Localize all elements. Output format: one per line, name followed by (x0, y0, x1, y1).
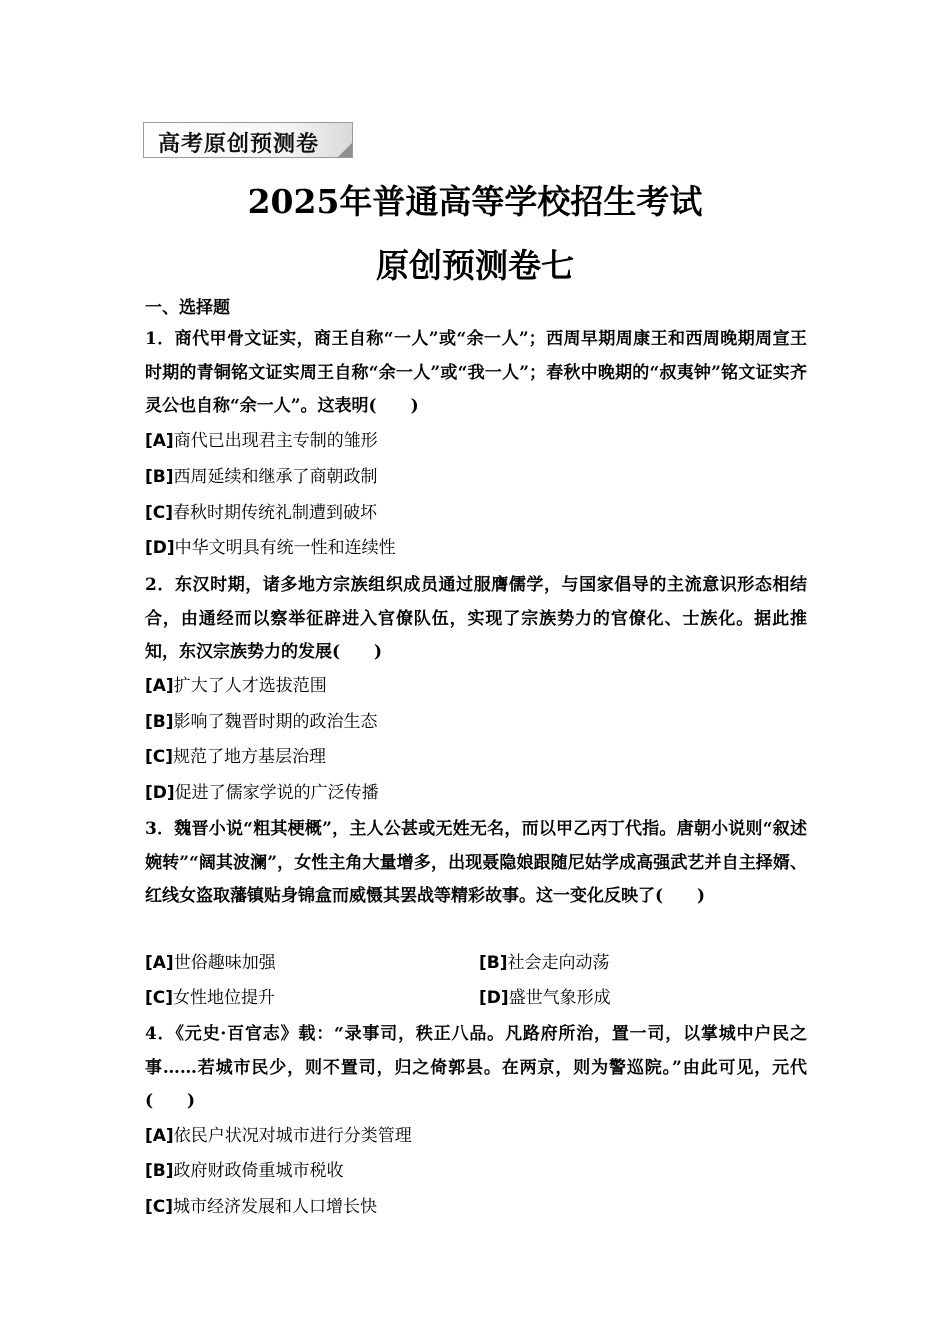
option-text: 城市经济发展和人口增长快 (173, 1197, 378, 1217)
option-letter: [D] (479, 988, 509, 1008)
question-4-stem: 4．《元史·百官志》载：“录事司，秩正八品。凡路府所治，置一司，以掌城中户民之事……若城市民少，则不置司，归之倚郭县。在两京，则为警巡院。”由此可见，元代( ) (145, 1024, 807, 1111)
question-2-option-d[interactable] (145, 781, 379, 805)
question-2-option-c[interactable] (145, 745, 326, 769)
question-3-option-a[interactable] (145, 951, 276, 975)
option-letter: [C] (145, 747, 174, 767)
question-3-option-d[interactable] (479, 986, 611, 1010)
option-letter: [A] (145, 1126, 174, 1146)
option-letter: [B] (145, 1161, 174, 1181)
option-text: 依民户状况对城市进行分类管理 (173, 1126, 412, 1146)
option-text: 扩大了人才选拔范围 (173, 676, 327, 696)
option-text: 中华文明具有统一性和连续性 (174, 538, 396, 558)
question-2-option-a[interactable] (145, 674, 327, 698)
exam-subtitle: 原创预测卷七 (376, 246, 574, 285)
option-text: 影响了魏晋时期的政治生态 (173, 712, 378, 732)
question-2-stem: 2．东汉时期，诸多地方宗族组织成员通过服膺儒学，与国家倡导的主流意识形态相结合，由通经而以察举征辟进入官僚队伍，实现了宗族势力的官僚化、士族化。据此推知，东汉宗族势力的发展( ) (145, 575, 807, 662)
question-3-option-c[interactable] (145, 986, 275, 1010)
option-text: 春秋时期传统礼制遭到破坏 (173, 503, 378, 523)
option-letter: [C] (145, 988, 174, 1008)
option-text: 女性地位提升 (173, 988, 276, 1008)
question-3-stem: 3．魏晋小说“粗其梗概”，主人公甚或无姓无名，而以甲乙丙丁代指。唐朝小说则“叙述婉转”“阔其波澜”，女性主角大量增多，出现聂隐娘跟随尼姑学成高强武艺并自主择婿、红线女盗取藩镇贴身锦盒而威慑其罢战等精彩故事。这一变化反映了( ) (145, 819, 807, 906)
question-4-option-b[interactable] (145, 1159, 344, 1183)
exam-title: 2025年普通高等学校招生考试 (247, 182, 703, 221)
question-1-option-a[interactable] (145, 429, 378, 453)
option-text: 西周延续和继承了商朝政制 (173, 467, 378, 487)
option-letter: [A] (145, 953, 174, 973)
option-letter: [B] (145, 467, 174, 487)
option-letter: [B] (479, 953, 508, 973)
question-4-option-a[interactable] (145, 1124, 412, 1148)
option-letter: [D] (145, 538, 175, 558)
question-1-option-c[interactable] (145, 501, 377, 525)
option-letter: [A] (145, 431, 174, 451)
question-1-option-b[interactable] (145, 465, 378, 489)
option-text: 政府财政倚重城市税收 (173, 1161, 344, 1181)
question-4-option-c[interactable] (145, 1195, 377, 1219)
banner-label: 高考原创预测卷 (158, 131, 320, 157)
exam-series-banner (143, 122, 353, 158)
option-text: 社会走向动荡 (507, 953, 610, 973)
option-letter: [A] (145, 676, 174, 696)
question-2-option-b[interactable] (145, 710, 378, 734)
option-text: 盛世气象形成 (508, 988, 611, 1008)
option-letter: [B] (145, 712, 174, 732)
question-1-option-d[interactable] (145, 536, 396, 560)
question-3-option-b[interactable] (479, 951, 610, 975)
banner-corner-decoration (338, 143, 352, 157)
option-text: 规范了地方基层治理 (173, 747, 327, 767)
option-text: 促进了儒家学说的广泛传播 (174, 783, 379, 803)
option-text: 商代已出现君主专制的雏形 (173, 431, 378, 451)
question-1-stem: 1．商代甲骨文证实，商王自称“一人”或“余一人”；西周早期周康王和西周晚期周宣王时期的青铜铭文证实周王自称“余一人”或“我一人”；春秋中晚期的“叔夷钟”铭文证实齐灵公也自称“余一人”。这表明( ) (145, 329, 807, 416)
option-letter: [C] (145, 503, 174, 523)
option-letter: [C] (145, 1197, 174, 1217)
option-text: 世俗趣味加强 (173, 953, 276, 973)
section-heading: 一、选择题 (145, 298, 230, 318)
option-letter: [D] (145, 783, 175, 803)
